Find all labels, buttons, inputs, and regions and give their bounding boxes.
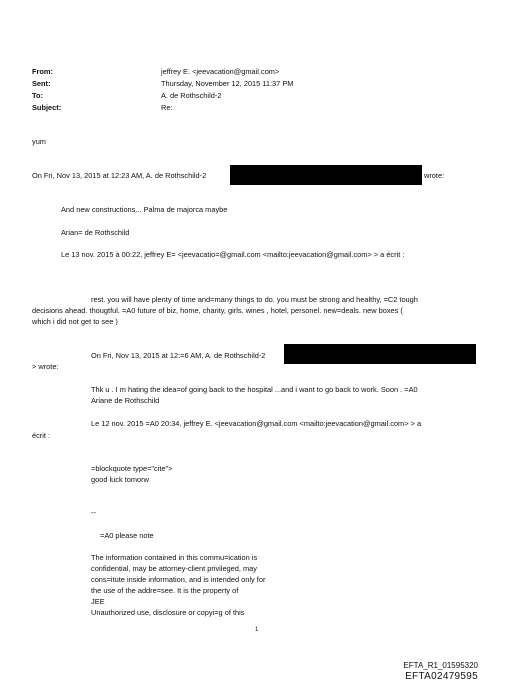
subject-value: Re:: [161, 103, 173, 112]
le12-line: Le 12 nov. 2015 =A0 20:34, jeffrey E. <jeevacation@gmail.com <mailto:jeevacation@gmail.com> > a: [91, 419, 422, 428]
from-value: jeffrey E. <jeevacation@gmail.com>: [161, 67, 280, 76]
disclaimer-line-2: confidential, may be attorney-client privileged, may: [91, 564, 257, 573]
quote1-header: On Fri, Nov 13, 2015 at 12:23 AM, A. de Rothschild-2: [32, 171, 207, 180]
redaction-box: [230, 165, 422, 185]
thk-line-1: Thk u . I m hating the idea=of going back to the hospital ...and i want to go back to work. Soon . =A0: [91, 385, 418, 394]
from-label: From:: [32, 67, 53, 76]
le13-line: Le 13 nov. 2015 à 00:22, jeffrey E= <jeevacatio=@gmail.com <mailto:jeevacation@gmail.com> > a écrit :: [61, 250, 405, 259]
arian-line: Arian= de Rothschild: [61, 228, 130, 237]
quote1-wrote: wrote:: [424, 171, 445, 180]
constructions-line: And new constructions... Palma de majorca maybe: [61, 205, 228, 214]
disclaimer-line-3: cons=itute inside information, and is intended only for: [91, 575, 266, 584]
ecrit-line: écrit :: [32, 431, 51, 440]
to-value: A. de Rothschild-2: [161, 91, 222, 100]
bates-id-1: EFTA_R1_01595320: [403, 661, 478, 670]
redaction-box: [284, 344, 476, 364]
to-label: To:: [32, 91, 43, 100]
rest-line-3: which i did not get to see ): [32, 317, 118, 326]
rest-line-1: rest. you will have plenty of time and=many things to do. you must be strong and healthy, =C2 tough: [91, 295, 418, 304]
disclaimer-line-6: Unauthorized use, disclosure or copyi=g of this: [91, 608, 245, 617]
please-note-line: =A0 please note: [100, 531, 154, 540]
disclaimer-line-1: The information contained in this commu=ication is: [91, 553, 258, 562]
quote2-wrote: > wrote:: [32, 362, 59, 371]
sent-value: Thursday, November 12, 2015 11:37 PM: [161, 79, 294, 88]
dashes-line: --: [91, 508, 96, 517]
rest-line-2: decisions ahead. thougtful. =A0 future of biz, home, charity, girls. wines , hotel, personel. new=deals. new boxes (: [32, 306, 403, 315]
disclaimer-line-5: JEE: [91, 597, 105, 606]
quote2-header: On Fri, Nov 13, 2015 at 12:=6 AM, A. de Rothschild-2: [91, 351, 266, 360]
disclaimer-line-4: the use of the addre=see. It is the property of: [91, 586, 239, 595]
page-number: 1: [255, 627, 259, 633]
bates-id-2: EFTA02479595: [405, 671, 478, 682]
sent-label: Sent:: [32, 79, 51, 88]
reply-text: yum: [32, 137, 46, 146]
good-luck-line: good luck tomorw: [91, 475, 149, 484]
blockquote-line: =blockquote type="cite">: [91, 464, 173, 473]
thk-line-2: Ariane de Rothschild: [91, 396, 160, 405]
subject-label: Subject:: [32, 103, 62, 112]
